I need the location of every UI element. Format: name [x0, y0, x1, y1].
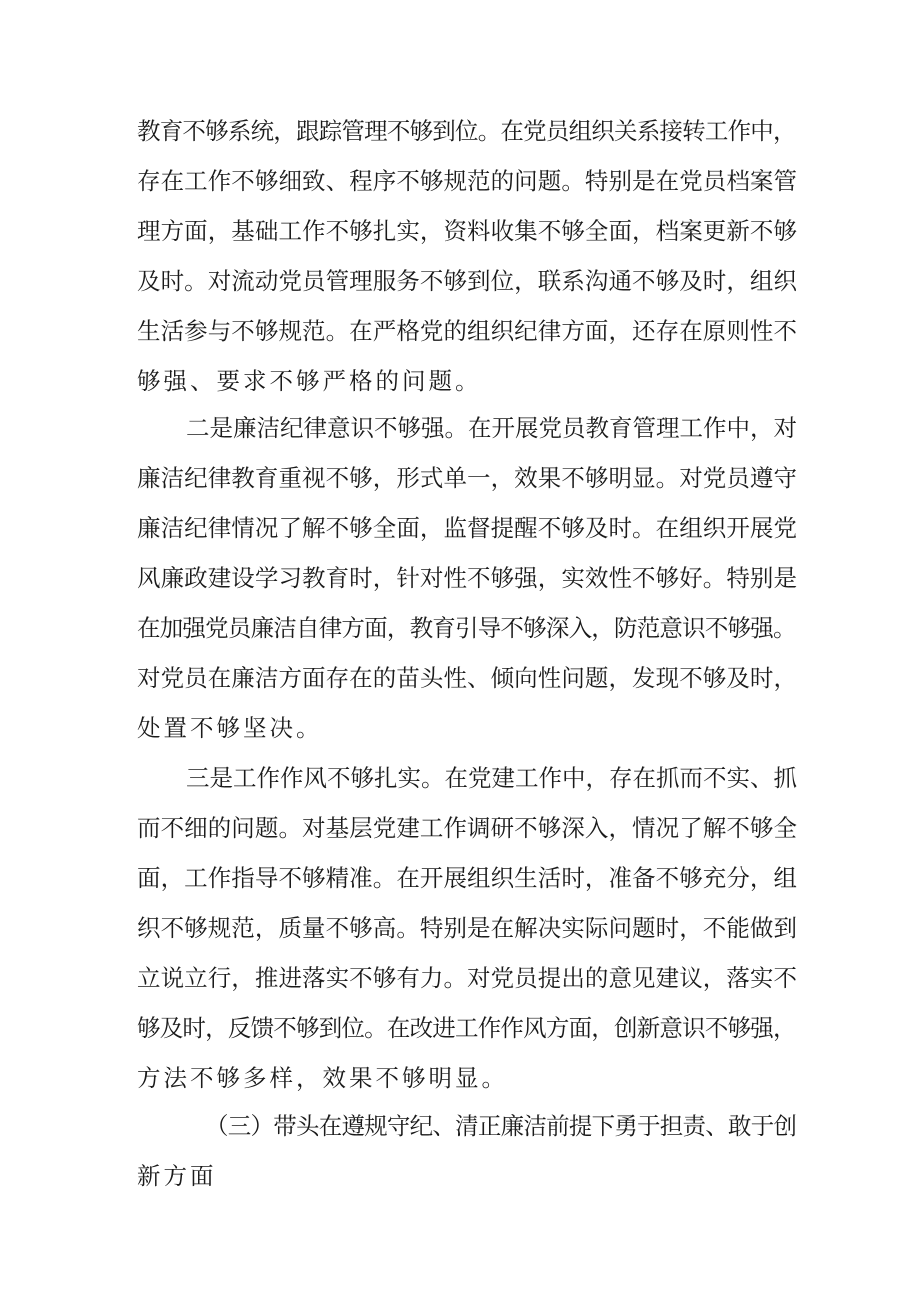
text-line: 在加强党员廉洁自律方面，教育引导不够深入，防范意识不够强。	[137, 614, 796, 642]
text-line: 面，工作指导不够精准。在开展组织生活时，准备不够充分，组	[137, 864, 798, 892]
text-line: 及时。对流动党员管理服务不够到位，联系沟通不够及时，组织	[137, 267, 798, 295]
text-line: 立说立行，推进落实不够有力。对党员提出的意见建议，落实不	[137, 964, 798, 992]
text-line: 够强、要求不够严格的问题。	[137, 367, 482, 395]
text-line: 理方面，基础工作不够扎实，资料收集不够全面，档案更新不够	[137, 217, 798, 245]
text-line: 廉洁纪律情况了解不够全面，监督提醒不够及时。在组织开展党	[137, 514, 798, 542]
text-line: 对党员在廉洁方面存在的苗头性、倾向性问题，发现不够及时，	[137, 664, 798, 692]
text-line: 廉洁纪律教育重视不够，形式单一，效果不够明显。对党员遵守	[137, 464, 798, 492]
text-line: 教育不够系统，跟踪管理不够到位。在党员组织关系接转工作中，	[137, 117, 796, 145]
text-line: 够及时，反馈不够到位。在改进工作作风方面，创新意识不够强，	[137, 1014, 796, 1042]
text-line: 三是工作作风不够扎实。在党建工作中，存在抓而不实、抓	[186, 764, 797, 792]
text-line: 而不细的问题。对基层党建工作调研不够深入，情况了解不够全	[137, 814, 798, 842]
text-line: 织不够规范，质量不够高。特别是在解决实际问题时，不能做到	[137, 914, 798, 942]
text-line: 新方面	[137, 1162, 217, 1190]
text-line: 存在工作不够细致、程序不够规范的问题。特别是在党员档案管	[137, 167, 798, 195]
text-line: 方法不够多样，效果不够明显。	[137, 1064, 508, 1092]
text-line: 二是廉洁纪律意识不够强。在开展党员教育管理工作中，对	[186, 414, 797, 442]
text-line: 风廉政建设学习教育时，针对性不够强，实效性不够好。特别是	[137, 564, 798, 592]
text-line: 生活参与不够规范。在严格党的组织纪律方面，还存在原则性不	[137, 317, 798, 345]
text-line: 处置不够坚决。	[137, 714, 323, 742]
text-line: （三）带头在遵规守纪、清正廉洁前提下勇于担责、敢于创	[205, 1112, 797, 1140]
